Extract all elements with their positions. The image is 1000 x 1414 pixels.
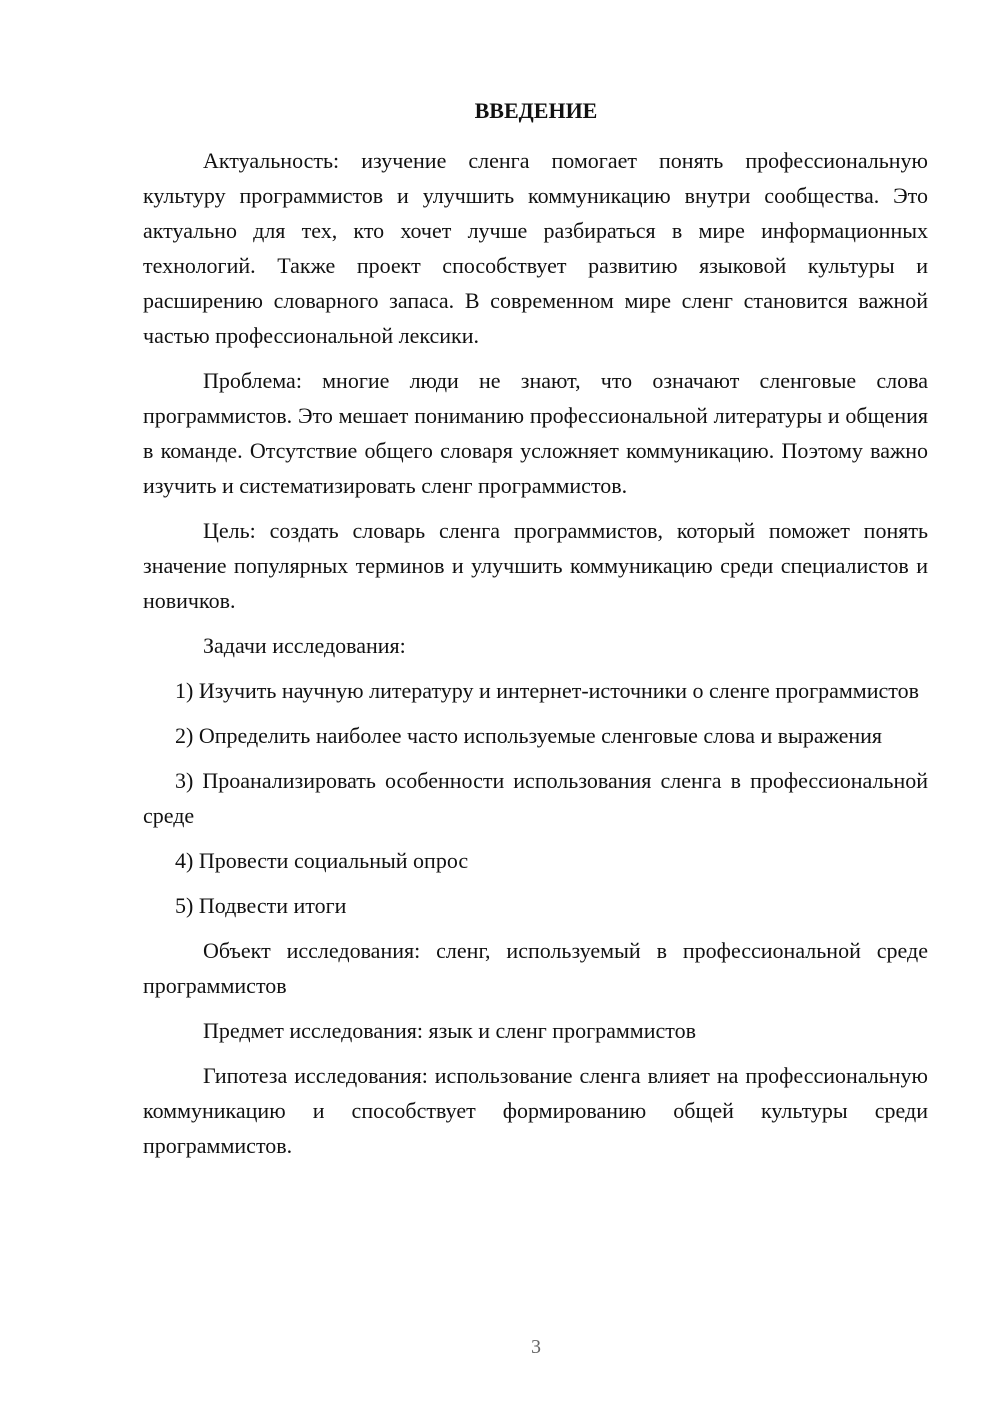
task-item: 2) Определить наиболее часто используемые сленговые слова и выражения (175, 723, 883, 748)
tasks-heading: Задачи исследования: (203, 633, 406, 658)
task-item: 1) Изучить научную литературу и интернет-источники о сленге программистов (175, 678, 919, 703)
hypothesis-paragraph: Гипотеза исследования: использование сленга влияет на профессиональную коммуникацию и способствует формированию общей культуры среди программистов. (143, 1063, 928, 1158)
task-item: 5) Подвести итоги (175, 893, 347, 918)
task-item: 3) Проанализировать особенности использования сленга в профессиональной среде (143, 768, 928, 828)
problem-paragraph: Проблема: многие люди не знают, что означают сленговые слова программистов. Это мешает пониманию профессиональной литературы и общения в команде. Отсутствие общего словаря усложняет коммуникацию. Поэтому важно изучить и систематизировать сленг программистов. (143, 368, 928, 498)
relevance-paragraph: Актуальность: изучение сленга помогает понять профессиональную культуру программистов и улучшить коммуникацию внутри сообщества. Это актуально для тех, кто хочет лучше разбираться в мире информационных технологий. Также проект способствует развитию языковой культуры и расширению словарного запаса. В современном мире сленг становится важной частью профессиональной лексики. (143, 148, 928, 348)
goal-paragraph: Цель: создать словарь сленга программистов, который поможет понять значение популярных терминов и улучшить коммуникацию среди специалистов и новичков. (143, 518, 928, 613)
task-item: 4) Провести социальный опрос (175, 848, 469, 873)
subject-paragraph: Предмет исследования: язык и сленг программистов (203, 1018, 696, 1043)
document-body (143, 143, 928, 1163)
object-paragraph: Объект исследования: сленг, используемый в профессиональной среде программистов (143, 938, 928, 998)
page-title: ВВЕДЕНИЕ (474, 98, 598, 123)
page-number: 3 (531, 1336, 541, 1358)
